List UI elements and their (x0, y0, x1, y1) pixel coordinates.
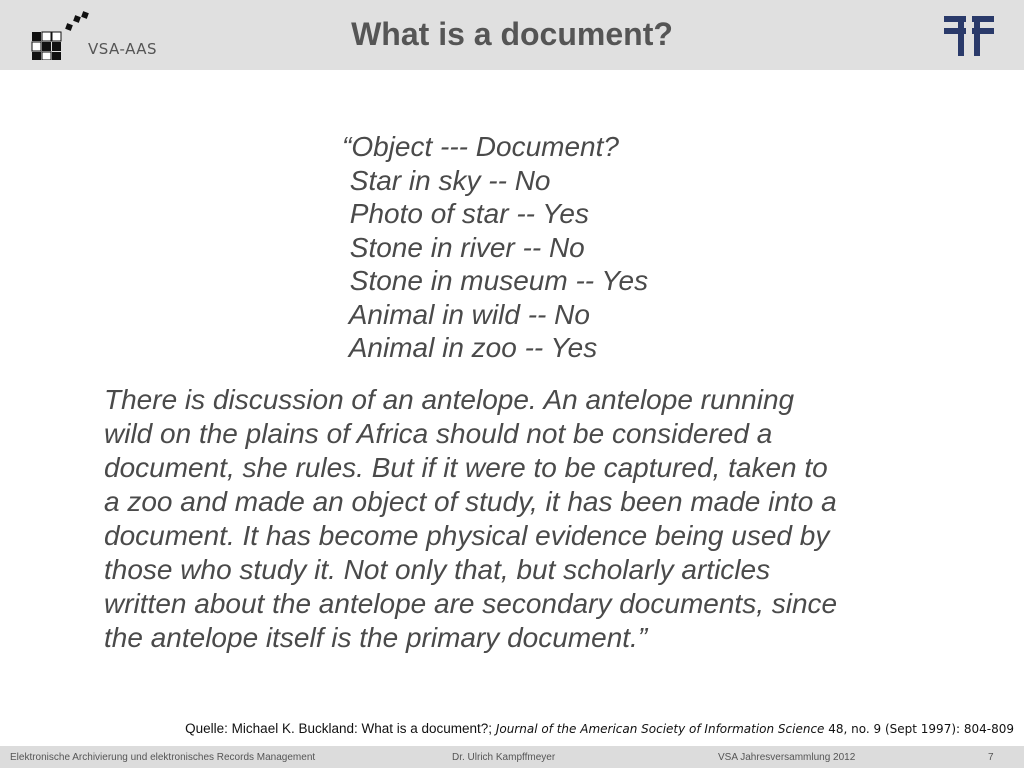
quote-list (342, 130, 648, 365)
source-citation (185, 721, 1014, 736)
source-journal: Journal of the American Society of Information Science (495, 722, 825, 736)
quote-line: Animal in wild -- No (342, 298, 590, 330)
page-title: What is a document? (351, 16, 673, 52)
logo-text: VSA-AAS (88, 40, 158, 58)
footer-left: Elektronische Archivierung und elektronisches Records Management (10, 752, 316, 763)
source-prefix: Quelle: Michael K. Buckland: What is a document?; (185, 721, 496, 736)
quote-paragraph (104, 383, 964, 655)
paragraph-line: document, she rules. But if it were to be captured, taken to (104, 452, 828, 483)
header-bar (0, 0, 1024, 70)
paragraph-line: those who study it. Not only that, but scholarly articles (104, 554, 771, 585)
quote-line: Photo of star -- Yes (342, 198, 589, 229)
footer-right: VSA Jahresversammlung 2012 (718, 752, 856, 763)
page-number: 7 (988, 752, 994, 763)
paragraph-line: the antelope itself is the primary document.” (104, 622, 648, 653)
quote-line: Animal in zoo -- Yes (342, 332, 598, 363)
pro-logo-icon (944, 14, 994, 58)
footer-bar (0, 746, 1024, 768)
pro-logo (944, 14, 994, 63)
quote-line: “Object --- Document? (342, 131, 619, 162)
quote-line: Stone in river -- No (342, 231, 585, 263)
paragraph-line: document. It has become physical evidence being used by (104, 520, 830, 551)
paragraph-line: a zoo and made an object of study, it has been made into a (104, 486, 837, 517)
quote-line: Stone in museum -- Yes (342, 265, 649, 296)
footer-center: Dr. Ulrich Kampffmeyer (452, 752, 556, 763)
paragraph-line: There is discussion of an antelope. An antelope running (104, 384, 795, 415)
paragraph-line: wild on the plains of Africa should not be considered a (104, 418, 773, 449)
paragraph-line: written about the antelope are secondary documents, since (104, 588, 838, 619)
quote-line: Star in sky -- No (342, 164, 551, 196)
source-ref: 48, no. 9 (Sept 1997): 804-809 (824, 722, 1014, 736)
